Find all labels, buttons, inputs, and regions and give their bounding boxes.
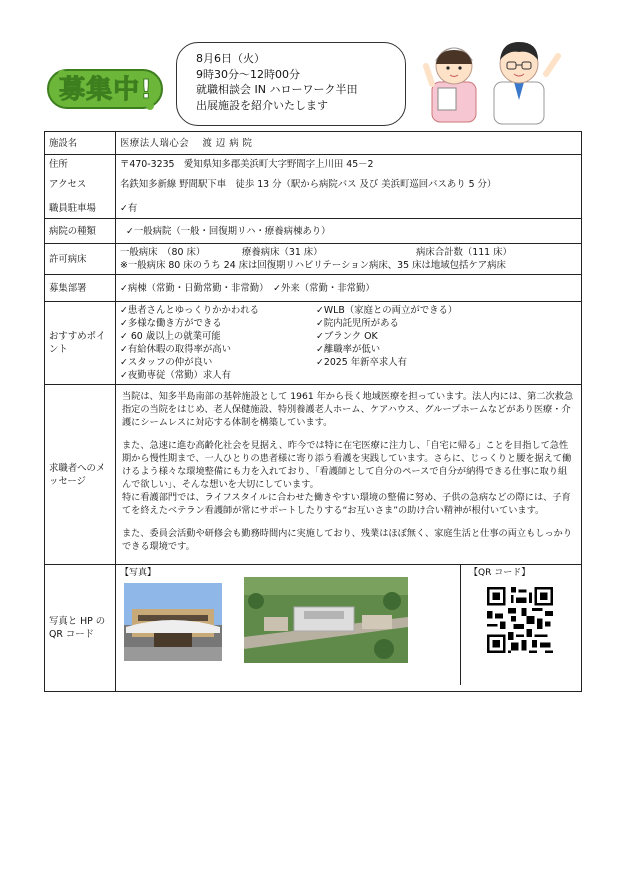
event-info [196, 51, 357, 113]
parking-value: ✓有 [120, 203, 138, 214]
point-item: ✓離職率が低い [316, 344, 381, 355]
qr-cell [461, 565, 581, 691]
beds-total: 病床合計数（111 床） [416, 247, 512, 258]
message-label: 求職者へのメッセージ [45, 385, 116, 565]
address-label: 住所 [49, 159, 68, 170]
qr-label: 【QR コード】 [469, 568, 531, 578]
address-access-parking-values [116, 155, 582, 219]
points-right-list [316, 304, 457, 382]
facility-row [45, 132, 582, 155]
beds-label: 許可病床 [45, 244, 116, 275]
point-item: ✓夜勤専従（常勤）求人有 [120, 370, 231, 381]
address-access-parking-labels [45, 155, 116, 219]
point-item: ✓ブランク OK [316, 331, 378, 342]
departments-row [45, 275, 582, 302]
facility-name: 医療法人瑞心会 渡 辺 病 院 [116, 132, 582, 155]
beds-values [116, 244, 582, 275]
point-item: ✓ 60 歳以上の就業可能 [120, 331, 221, 342]
access-label: アクセス [49, 179, 87, 190]
doctor-icon [494, 42, 558, 124]
event-time: 9時30分～12時00分 [196, 67, 300, 81]
hospital-type-value: ✓一般病院（一般・回復期リハ・療養病棟あり） [116, 219, 582, 244]
point-item: ✓スタッフの仲が良い [120, 357, 213, 368]
point-item: ✓有給休暇の取得率が高い [120, 344, 231, 355]
facility-info-table [44, 131, 582, 692]
message-paragraph: また、急速に進む高齢化社会を見据え、昨今では特に在宅医療に注力し、「自宅に帰る」ことを目指して急性期から慢性期まで、一人ひとりの患者様に寄り添う看護を実践しています。さらに、じっくりと腰を据えて働けるよう様々な環境整備にも力を入れており、「看護師として自分のペースで自分が納得できる仕事に取り組んで欲しい」、そんな想いを大切にしています。 特に看護部門では、ライフスタイルに合わせた働きやすい環境の整備に努め、子供の急病などの際には、子育てを終えたベテラン看護師が常にサポートしたりする“お互いさま”の助け合い精神が根付いています。 [122, 440, 572, 516]
recruiting-badge-text: 募集中! [59, 75, 153, 105]
beds-note: ※一般病床 80 床のうち 24 床は回復期リハビリテーション病床、35 床は地域包括ケア病床 [120, 260, 506, 271]
message-body [116, 385, 582, 565]
access-value: 名鉄知多新線 野間駅下車 徒歩 13 分（駅から病院バス 及び 美浜町巡回バスあり 5 分） [120, 179, 497, 190]
message-row [45, 385, 582, 565]
hospital-type-label: 病院の種類 [45, 219, 116, 244]
hospital-building-photo [124, 583, 222, 661]
qr-code-icon[interactable] [487, 587, 553, 653]
beds-row [45, 244, 582, 275]
points-row [45, 302, 582, 385]
nurse-icon [426, 48, 476, 122]
point-item: ✓院内託児所がある [316, 318, 399, 329]
points-left-list [120, 304, 316, 382]
hospital-type-row [45, 219, 582, 244]
photo-cell [116, 565, 461, 685]
nurse-doctor-illustration [418, 26, 568, 126]
departments-value: ✓病棟（常勤・日勤常勤・非常勤） ✓外来（常勤・非常勤） [116, 275, 582, 302]
message-paragraph: 当院は、知多半島南部の基幹施設として 1961 年から長く地域医療を担っています。法人内には、第二次救急指定の当院をはじめ、老人保健施設、特別養護老人ホーム、ケアハウス、グループホームなどがあり医療・介護にシームレスに対応する体制を構築しています。 [122, 391, 574, 428]
address-value: 〒470-3235 愛知県知多郡美浜町大字野間字上川田 45－2 [120, 159, 374, 170]
photos-row [45, 565, 582, 692]
address-access-parking-row [45, 155, 582, 219]
event-desc: 出展施設を紹介いたします [196, 98, 328, 112]
message-paragraph: また、委員会活動や研修会も勤務時間内に実施しており、残業はほぼ無く、家庭生活と仕事の両立もしっかりできる環境です。 [122, 528, 573, 552]
hospital-aerial-photo [244, 577, 408, 663]
photo-label: 【写真】 [120, 568, 157, 578]
point-item: ✓多様な働き方ができる [120, 318, 222, 329]
departments-label: 募集部署 [45, 275, 116, 302]
beds-care: 療養病床（31 床） [242, 247, 323, 258]
points-values [116, 302, 582, 385]
parking-label: 職員駐車場 [49, 203, 96, 214]
photos-label: 写真と HP の QR コード [45, 565, 116, 692]
event-name: 就職相談会 IN ハローワーク半田 [196, 83, 358, 96]
event-date: 8月6日（火） [196, 52, 265, 65]
photos-and-qr [116, 565, 582, 692]
points-label: おすすめポイント [45, 302, 116, 385]
facility-label: 施設名 [45, 132, 116, 155]
point-item: ✓患者さんとゆっくりかかわれる [120, 305, 260, 316]
beds-general: 一般病床 （80 床） [120, 247, 206, 258]
point-item: ✓2025 年新卒求人有 [316, 357, 407, 368]
point-item: ✓WLB（家庭との両立ができる） [316, 305, 458, 316]
